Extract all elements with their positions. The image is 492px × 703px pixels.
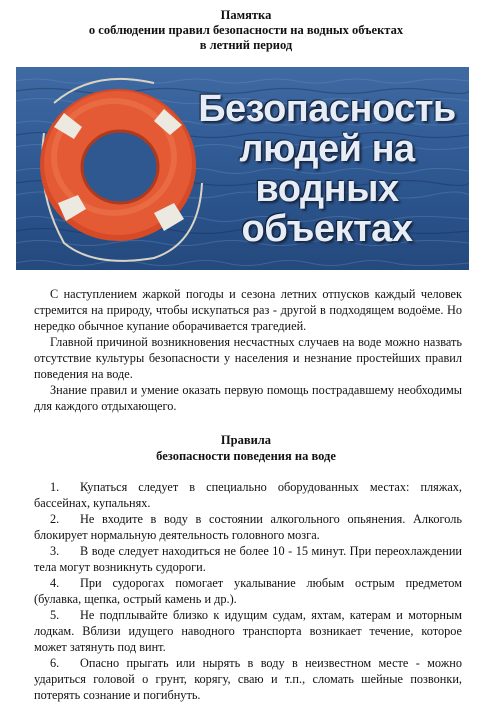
intro-paragraph: Главной причиной возникновения несчастных случаев на воде можно назвать отсутствие культуры безопасности у населения и незнание простейших правил поведения на воде.	[34, 335, 462, 381]
rule-item	[34, 607, 462, 655]
lifebuoy-icon	[34, 73, 204, 263]
rule-number: 2.	[50, 512, 60, 526]
rule-number: 5.	[50, 608, 60, 622]
memo-header	[0, 8, 492, 53]
rule-text: Не входите в воду в состоянии алкогольного опьянения. Алкоголь блокирует нормальную деятельность головного мозга.	[34, 512, 462, 542]
banner-title-line: Безопасность	[198, 88, 456, 130]
rule-item	[34, 511, 462, 543]
rule-item	[34, 575, 462, 607]
rule-text: Опасно прыгать или нырять в воду в неизвестном месте - можно удариться головой о грунт, корягу, сваю и т.п., сломать шейные позвонки, потерять сознание и погибнуть.	[34, 656, 462, 702]
intro-text	[34, 286, 462, 414]
rule-number: 4.	[50, 576, 60, 590]
rule-text: Купаться следует в специально оборудованных местах: пляжах, бассейнах, купальнях.	[34, 480, 462, 510]
rule-text: В воде следует находиться не более 10 - 15 минут. При переохлаждении тела могут возникнуть судороги.	[34, 544, 462, 574]
rules-list	[34, 479, 462, 703]
memo-subtitle: о соблюдении правил безопасности на водных объектах	[88, 23, 404, 37]
rule-item	[34, 655, 462, 703]
intro-paragraph: Знание правил и умение оказать первую помощь пострадавшему необходимы для каждого отдыхающего.	[34, 383, 462, 413]
memo-title: Памятка	[220, 8, 272, 22]
rules-heading-title: Правила	[220, 433, 272, 447]
banner-title	[192, 89, 462, 249]
rule-item	[34, 543, 462, 575]
memo-period: в летний период	[199, 38, 293, 52]
rules-heading-subtitle: безопасности поведения на воде	[156, 449, 336, 463]
rule-number: 1.	[50, 480, 60, 494]
banner-image	[16, 67, 469, 270]
banner-title-line: людей на	[239, 128, 415, 170]
rule-item	[34, 479, 462, 511]
rule-number: 6.	[50, 656, 60, 670]
banner-title-line: объектах	[241, 208, 413, 250]
intro-paragraph: С наступлением жаркой погоды и сезона летних отпусков каждый человек стремится на природу, чтобы искупаться раз - другой в подходящем водоёме. Но нередко обычное купание оборачивается трагедией.	[34, 287, 462, 333]
rule-number: 3.	[50, 544, 60, 558]
rules-heading	[0, 432, 492, 464]
banner-title-line: водных	[255, 168, 399, 210]
rule-text: При судорогах помогает укалывание любым острым предметом (булавка, щепка, острый камень и др.).	[34, 576, 462, 606]
rule-text: Не подплывайте близко к идущим судам, яхтам, катерам и моторным лодкам. Вблизи идущего наводного транспорта возникает течение, которое может затянуть под винт.	[34, 608, 462, 654]
